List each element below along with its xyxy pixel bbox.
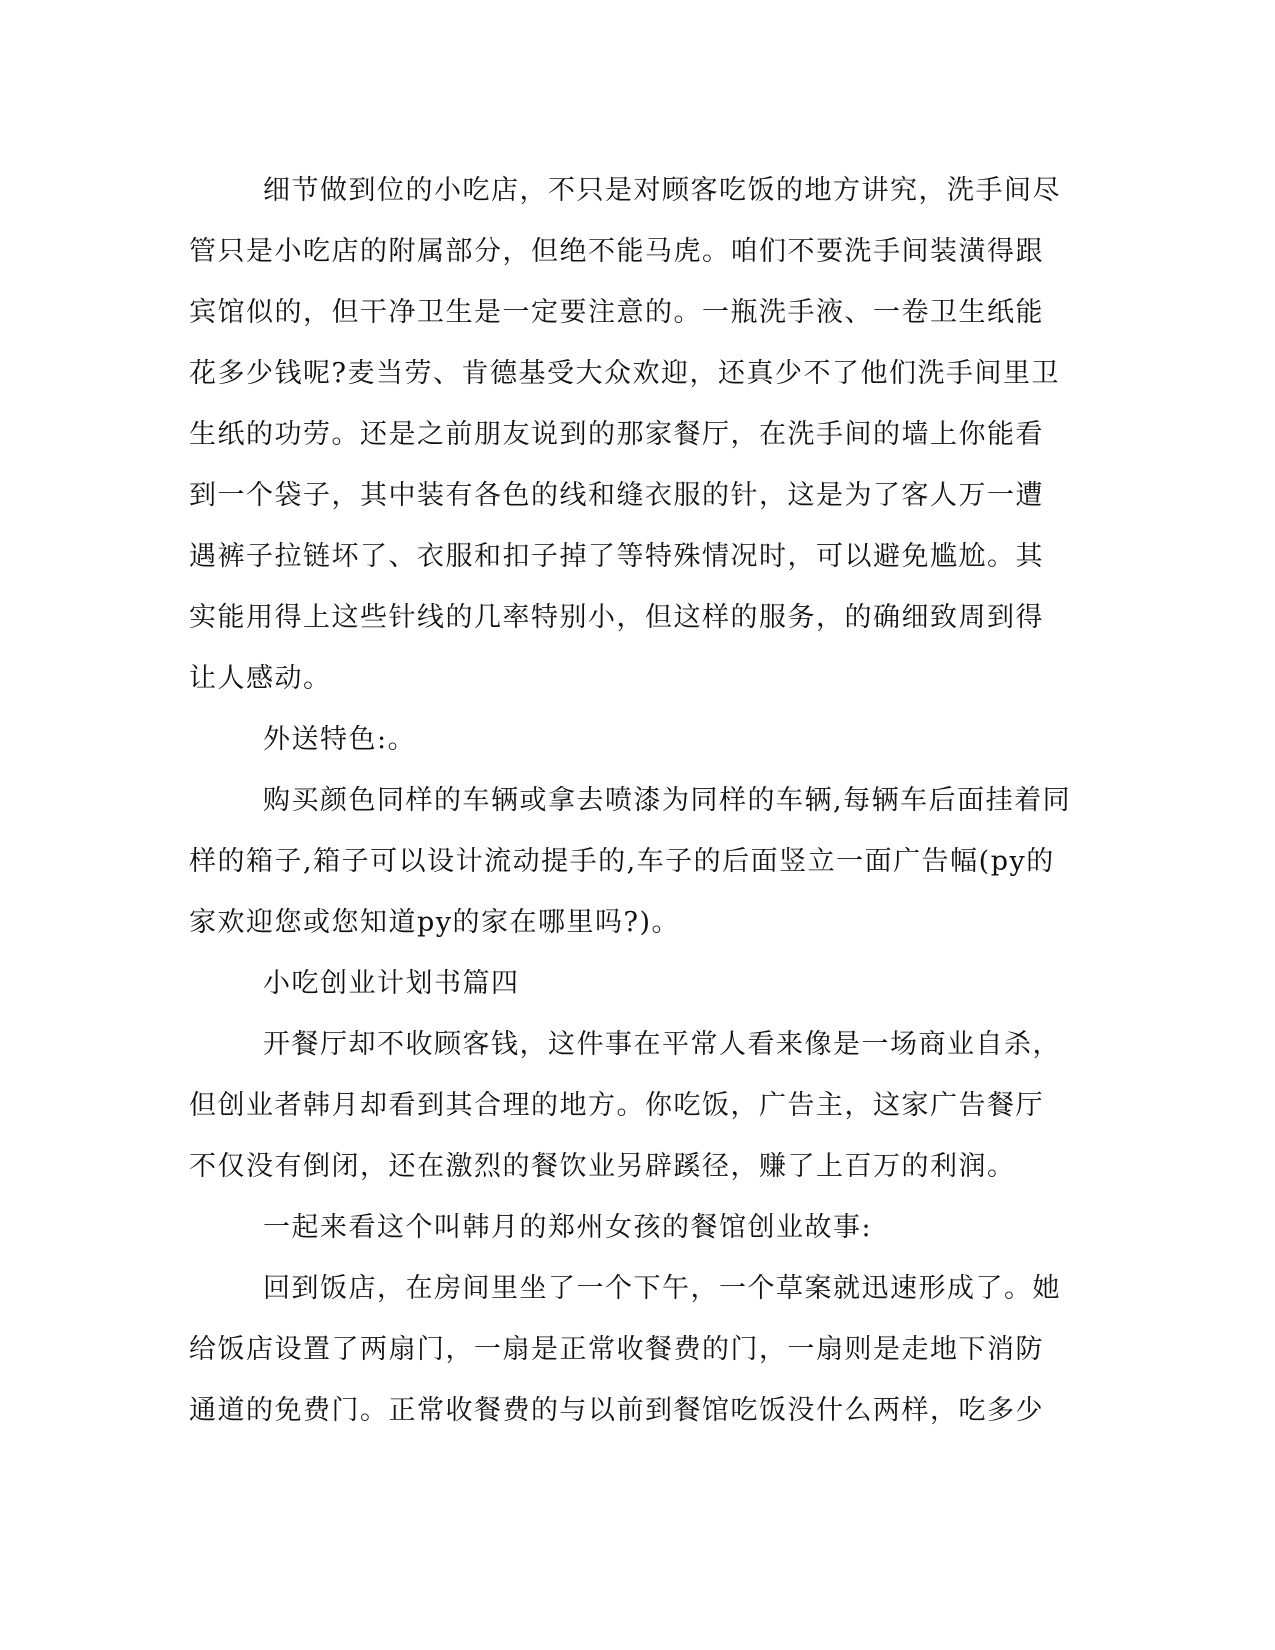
paragraph-restroom-details [189, 160, 1089, 709]
text-line: 让人感动。 [189, 663, 332, 694]
text-line: 管只是小吃店的附属部分，但绝不能马虎。咱们不要洗手间装潢得跟 [189, 236, 1044, 267]
text-line: 回到饭店，在房间里坐了一个下午，一个草案就迅速形成了。她 [263, 1273, 1061, 1304]
text-line: 花多少钱呢?麦当劳、肯德基受大众欢迎，还真少不了他们洗手间里卫 [189, 358, 1060, 389]
text-line: 家欢迎您或您知道py的家在哪里吗?)。 [189, 907, 681, 938]
paragraph-delivery-vehicles [189, 770, 1089, 953]
paragraph-free-restaurant [189, 1014, 1089, 1197]
text-line: 细节做到位的小吃店，不只是对顾客吃饭的地方讲究，洗手间尽 [263, 175, 1061, 206]
text-line: 不仅没有倒闭，还在激烈的餐饮业另辟蹊径，赚了上百万的利润。 [189, 1151, 1016, 1182]
text-line: 开餐厅却不收顾客钱，这件事在平常人看来像是一场商业自杀， [263, 1029, 1061, 1060]
paragraph-two-doors [189, 1258, 1089, 1441]
text-line: 遇裤子拉链坏了、衣服和扣子掉了等特殊情况时，可以避免尴尬。其 [189, 541, 1044, 572]
document-body [189, 160, 1089, 1441]
text-line: 样的箱子,箱子可以设计流动提手的,车子的后面竖立一面广告幅(py的 [189, 846, 1055, 877]
text-line: 外送特色:。 [263, 724, 417, 755]
text-line: 购买颜色同样的车辆或拿去喷漆为同样的车辆,每辆车后面挂着同 [263, 785, 1072, 816]
text-line: 通道的免费门。正常收餐费的与以前到餐馆吃饭没什么两样，吃多少 [189, 1395, 1044, 1426]
section-heading [189, 953, 1089, 1014]
paragraph-story-intro [189, 1197, 1089, 1258]
text-line: 一起来看这个叫韩月的郑州女孩的餐馆创业故事: [263, 1212, 873, 1243]
text-line: 给饭店设置了两扇门，一扇是正常收餐费的门，一扇则是走地下消防 [189, 1334, 1044, 1365]
text-line: 宾馆似的，但干净卫生是一定要注意的。一瓶洗手液、一卷卫生纸能 [189, 297, 1044, 328]
text-line: 到一个袋子，其中装有各色的线和缝衣服的针，这是为了客人万一遭 [189, 480, 1044, 511]
text-line: 但创业者韩月却看到其合理的地方。你吃饭，广告主，这家广告餐厅 [189, 1090, 1044, 1121]
text-line: 生纸的功劳。还是之前朋友说到的那家餐厅，在洗手间的墙上你能看 [189, 419, 1044, 450]
text-line: 实能用得上这些针线的几率特别小，但这样的服务，的确细致周到得 [189, 602, 1044, 633]
text-line: 小吃创业计划书篇四 [263, 968, 520, 999]
paragraph-delivery-heading [189, 709, 1089, 770]
